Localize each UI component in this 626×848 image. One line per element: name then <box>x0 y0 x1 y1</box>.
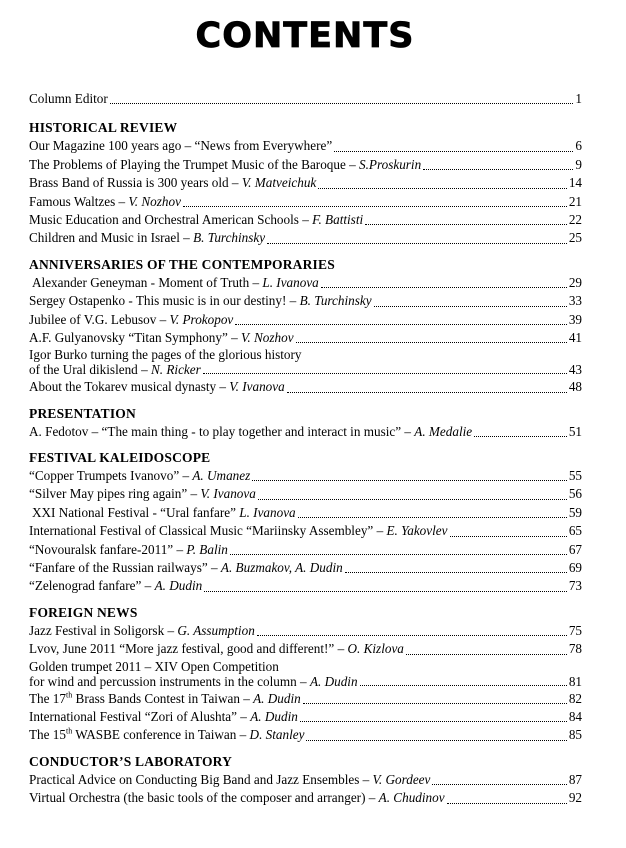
toc-entry[interactable] <box>29 726 582 744</box>
entry-author: A. Dudin <box>154 578 203 594</box>
entry-title: Children and Music in Israel – B. Turchinsky <box>29 230 266 246</box>
toc-entry[interactable] <box>29 311 582 329</box>
dot-leader <box>360 680 567 686</box>
dot-leader <box>447 798 567 804</box>
toc-entry[interactable] <box>29 467 582 485</box>
entry-title: “Novouralsk fanfare-2011” – P. Balin <box>29 541 228 557</box>
entry-author: V. Nozhov <box>128 193 181 209</box>
dot-leader <box>230 549 567 555</box>
toc-entry-line2 <box>29 674 582 690</box>
entry-title: “Fanfare of the Russian railways” – A. Buzmakov, A. Dudin <box>29 560 343 576</box>
dot-leader <box>257 630 567 636</box>
dot-leader <box>287 387 567 393</box>
page-number: 82 <box>568 690 582 706</box>
dot-leader <box>365 219 567 225</box>
section-heading-presentation: PRESENTATION <box>29 405 136 421</box>
dot-leader <box>345 567 567 573</box>
page-title: CONTENTS <box>195 16 415 56</box>
dot-leader <box>321 282 567 288</box>
entry-title-line1: Golden trumpet 2011 – XIV Open Competition <box>29 658 279 674</box>
toc-entry[interactable] <box>29 577 582 595</box>
dot-leader <box>318 183 567 189</box>
page-number: 22 <box>568 211 582 227</box>
entry-title: The 15th WASBE conference in Taiwan – D. Stanley <box>29 726 305 743</box>
entry-title: “Copper Trumpets Ivanovo” – A. Umanez <box>29 468 251 484</box>
entry-title: Alexander Geneyman - Moment of Truth – L. Ivanova <box>32 274 319 290</box>
page-number: 6 <box>575 138 582 154</box>
entry-author: B. Turchinsky <box>299 293 372 309</box>
dot-leader <box>306 735 566 741</box>
page-number: 69 <box>568 560 582 576</box>
toc-entry[interactable] <box>29 378 582 396</box>
toc-entry[interactable] <box>29 771 582 789</box>
dot-leader <box>298 512 567 518</box>
toc-entry[interactable] <box>29 522 582 540</box>
toc-entry-line2 <box>29 362 582 378</box>
entry-author: D. Stanley <box>249 727 305 743</box>
page-number: 87 <box>568 771 582 787</box>
entry-author: V. Matveichuk <box>241 175 317 191</box>
toc-entry[interactable] <box>29 690 582 708</box>
entry-author: A. Dudin <box>250 708 298 724</box>
page-number: 56 <box>568 486 582 502</box>
entry-author: B. Turchinsky <box>193 230 266 246</box>
entry-title: Music Education and Orchestral American Schools – F. Battisti <box>29 211 364 227</box>
entry-title: Brass Band of Russia is 300 years old – V. Matveichuk <box>29 175 317 191</box>
entry-author: A. Buzmakov, A. Dudin <box>220 560 343 576</box>
toc-entry[interactable] <box>29 211 582 229</box>
page-number: 43 <box>568 362 582 378</box>
page-number: 81 <box>568 673 582 689</box>
entry-title: Lvov, June 2011 “More jazz festival, good and different!” – O. Kizlova <box>29 641 404 657</box>
entry-title: Practical Advice on Conducting Big Band and Jazz Ensembles – V. Gordeev <box>29 771 431 787</box>
toc-entry[interactable] <box>29 193 582 211</box>
page-number: 33 <box>568 293 582 309</box>
toc-entry[interactable] <box>29 292 582 310</box>
dot-leader <box>204 586 567 592</box>
entry-author: L. Ivanova <box>262 274 319 290</box>
dot-leader <box>432 779 566 785</box>
toc-entry-column-editor[interactable] <box>29 90 582 108</box>
section-heading-anniversaries: ANNIVERSARIES OF THE CONTEMPORARIES <box>29 256 335 272</box>
entry-title: “Silver May pipes ring again” – V. Ivanova <box>29 486 256 502</box>
entry-title: for wind and percussion instruments in the column – A. Dudin <box>29 673 358 689</box>
toc-entry[interactable] <box>29 640 582 658</box>
page-number: 39 <box>568 311 582 327</box>
toc-entry[interactable] <box>29 229 582 247</box>
entry-title-line1: Igor Burko turning the pages of the glorious history <box>29 347 302 363</box>
page-number: 92 <box>568 790 582 806</box>
toc-entry[interactable] <box>29 708 582 726</box>
entry-title: of the Ural dikislend – N. Ricker <box>29 362 201 378</box>
entry-author: S.Proskurin <box>359 156 422 172</box>
toc-entry[interactable] <box>29 485 582 503</box>
toc-entry[interactable] <box>29 137 582 155</box>
page-number: 41 <box>568 329 582 345</box>
entry-author: L. Ivanova <box>239 504 296 520</box>
toc-entry[interactable] <box>29 559 582 577</box>
dot-leader <box>423 164 573 170</box>
section-heading-festival-kaleidoscope: FESTIVAL KALEIDOSCOPE <box>29 450 211 466</box>
entry-author: F. Battisti <box>312 211 364 227</box>
entry-author: V. Nozhov <box>241 329 294 345</box>
contents-list <box>29 90 582 808</box>
dot-leader <box>183 201 567 207</box>
page-number: 75 <box>568 622 582 638</box>
entry-title: Virtual Orchestra (the basic tools of the composer and arranger) – A. Chudinov <box>29 790 445 806</box>
entry-author: A. Dudin <box>253 690 301 706</box>
entry-author: A. Umanez <box>192 468 251 484</box>
section-heading-historical-review: HISTORICAL REVIEW <box>29 120 178 136</box>
dot-leader <box>300 716 567 722</box>
page-number: 78 <box>568 641 582 657</box>
toc-entry[interactable] <box>29 274 582 292</box>
entry-title: International Festival of Classical Music “Mariinsky Assembley” – E. Yakovlev <box>29 523 448 539</box>
toc-entry-two-line[interactable] <box>29 659 582 690</box>
page-number: 73 <box>568 578 582 594</box>
dot-leader <box>252 475 567 481</box>
page-number: 25 <box>568 230 582 246</box>
entry-author: V. Ivanova <box>200 486 256 502</box>
entry-title: The Problems of Playing the Trumpet Music of the Baroque – S.Proskurin <box>29 156 422 172</box>
toc-entry[interactable] <box>29 329 582 347</box>
entry-title: Column Editor <box>29 90 108 106</box>
dot-leader <box>267 238 567 244</box>
section-heading-foreign-news: FOREIGN NEWS <box>29 604 138 620</box>
dot-leader <box>110 98 574 104</box>
entry-title: About the Tokarev musical dynasty – V. Ivanova <box>29 379 285 395</box>
dot-leader <box>258 494 567 500</box>
entry-author: V. Gordeev <box>372 771 431 787</box>
entry-title: Jubilee of V.G. Lebusov – V. Prokopov <box>29 311 234 327</box>
entry-title: “Zelenograd fanfare” – A. Dudin <box>29 578 203 594</box>
entry-author: E. Yakovlev <box>386 523 448 539</box>
dot-leader <box>334 146 573 152</box>
toc-entry[interactable] <box>29 789 582 807</box>
entry-author: A. Dudin <box>309 673 358 689</box>
toc-entry[interactable] <box>29 423 582 441</box>
entry-title: Famous Waltzes – V. Nozhov <box>29 193 181 209</box>
dot-leader <box>406 649 567 655</box>
entry-title: XXI National Festival - “Ural fanfare” L. Ivanova <box>32 504 296 520</box>
page-number: 14 <box>568 175 582 191</box>
entry-author: P. Balin <box>186 541 228 557</box>
entry-title: The 17th Brass Bands Contest in Taiwan – A. Dudin <box>29 690 301 706</box>
entry-title: Sergey Ostapenko - This music is in our destiny! – B. Turchinsky <box>29 293 372 309</box>
dot-leader <box>296 337 567 343</box>
page-number: 51 <box>568 423 582 439</box>
page-number: 9 <box>575 156 582 172</box>
page-number: 1 <box>575 90 582 106</box>
entry-title: International Festival “Zori of Alushta” – A. Dudin <box>29 708 298 724</box>
page-number: 48 <box>568 379 582 395</box>
entry-author: A. Chudinov <box>378 790 445 806</box>
entry-author: G. Assumption <box>177 622 255 638</box>
toc-entry[interactable] <box>29 541 582 559</box>
page-number: 29 <box>568 274 582 290</box>
page-number: 84 <box>568 708 582 724</box>
dot-leader <box>450 531 567 537</box>
toc-entry-two-line[interactable] <box>29 347 582 378</box>
entry-title: Jazz Festival in Soligorsk – G. Assumption <box>29 622 255 638</box>
toc-entry[interactable] <box>29 156 582 174</box>
entry-author: A. Medalie <box>414 423 473 439</box>
dot-leader <box>374 301 567 307</box>
entry-title: A. Fedotov – “The main thing - to play together and interact in music” – A. Medalie <box>29 423 473 439</box>
toc-entry[interactable] <box>29 622 582 640</box>
entry-author: V. Prokopov <box>169 311 234 327</box>
toc-entry[interactable] <box>29 174 582 192</box>
section-heading-conductors-laboratory: CONDUCTOR’S LABORATORY <box>29 753 233 769</box>
page-number: 55 <box>568 468 582 484</box>
entry-author: N. Ricker <box>150 362 201 378</box>
page-number: 65 <box>568 523 582 539</box>
page-number: 67 <box>568 541 582 557</box>
dot-leader <box>303 698 567 704</box>
page-number: 59 <box>568 504 582 520</box>
dot-leader <box>474 431 567 437</box>
entry-author: O. Kizlova <box>347 641 404 657</box>
dot-leader <box>203 368 567 374</box>
entry-title: A.F. Gulyanovsky “Titan Symphony” – V. Nozhov <box>29 329 294 345</box>
page-number: 85 <box>568 727 582 743</box>
toc-entry[interactable] <box>29 504 582 522</box>
entry-author: V. Ivanova <box>229 379 285 395</box>
page-number: 21 <box>568 193 582 209</box>
dot-leader <box>235 319 567 325</box>
entry-title: Our Magazine 100 years ago – “News from Everywhere” <box>29 138 333 154</box>
